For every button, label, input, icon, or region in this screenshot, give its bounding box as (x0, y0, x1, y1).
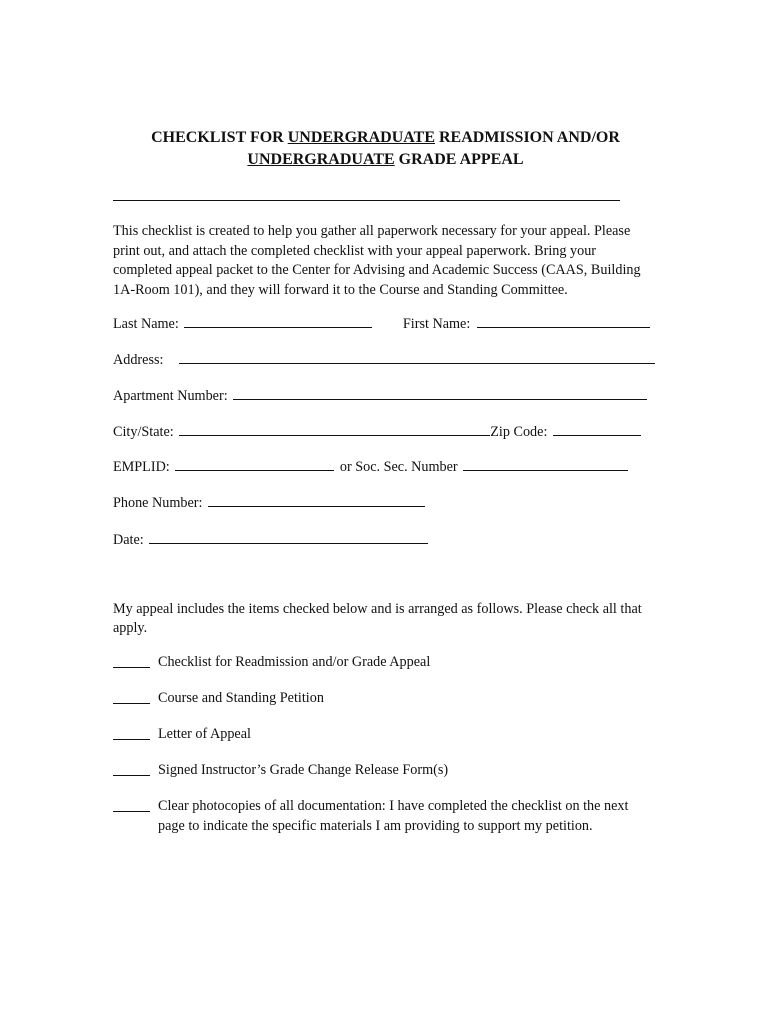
checklist-instructions: My appeal includes the items checked below and is arranged as follows. Please check all that apply. (113, 601, 642, 636)
last-name-field[interactable] (184, 313, 372, 328)
apartment-row (113, 385, 647, 405)
checklist-item (113, 724, 658, 744)
divider-line (113, 200, 620, 201)
checklist-item-label: Course and Standing Petition (158, 690, 324, 706)
checkbox-blank[interactable] (113, 692, 150, 704)
city-zip-row (113, 421, 641, 441)
address-field[interactable] (179, 349, 655, 364)
checkbox-blank[interactable] (113, 728, 150, 740)
checklist-item (113, 688, 658, 708)
emplid-label: EMPLID: (113, 459, 170, 475)
title-part: GRADE APPEAL (394, 151, 524, 168)
checklist-item-label: Checklist for Readmission and/or Grade Appeal (158, 654, 431, 670)
checklist-item (113, 796, 658, 836)
address-label: Address: (113, 352, 164, 368)
date-field[interactable] (149, 529, 428, 544)
date-label: Date: (113, 532, 144, 548)
city-state-label: City/State: (113, 424, 174, 440)
emplid-field[interactable] (175, 456, 334, 471)
apartment-number-label: Apartment Number: (113, 388, 228, 404)
checklist-item-label: Signed Instructor’s Grade Change Release Form(s) (158, 762, 449, 778)
intro-paragraph: This checklist is created to help you gather all paperwork necessary for your appeal. Please print out, and attach the completed checklist with your appeal paperwork. Bring your completed appeal packet to the Center for Advising and Academic Success (CAAS, Building 1A-Room 101), and they will forward it to the Course and Standing Committee. (113, 223, 641, 298)
apartment-number-field[interactable] (233, 385, 647, 400)
city-state-field[interactable] (179, 421, 490, 436)
last-name-label: Last Name: (113, 316, 179, 332)
first-name-field[interactable] (477, 313, 650, 328)
emplid-row (113, 456, 628, 476)
checklist-item (113, 652, 658, 672)
phone-number-label: Phone Number: (113, 495, 203, 511)
page-title (113, 127, 658, 171)
title-underlined-term: UNDERGRADUATE (247, 151, 395, 168)
checkbox-blank[interactable] (113, 764, 150, 776)
first-name-label: First Name: (402, 316, 471, 332)
title-part: CHECKLIST FOR (151, 129, 288, 146)
address-row (113, 349, 655, 369)
phone-number-field[interactable] (208, 492, 425, 507)
form-page (113, 0, 658, 1024)
ssn-field[interactable] (463, 456, 628, 471)
title-part: READMISSION AND/OR (434, 129, 620, 146)
date-row (113, 529, 428, 549)
ssn-label: or Soc. Sec. Number (339, 459, 458, 475)
name-row (113, 313, 650, 333)
phone-row (113, 492, 425, 512)
zip-code-field[interactable] (553, 421, 641, 436)
checkbox-blank[interactable] (113, 800, 150, 812)
title-underlined-term: UNDERGRADUATE (287, 129, 435, 146)
checklist-item-label: Letter of Appeal (158, 726, 251, 742)
checkbox-blank[interactable] (113, 656, 150, 668)
zip-code-label: Zip Code: (490, 424, 548, 440)
checklist-item (113, 760, 658, 780)
checklist-item-label: Clear photocopies of all documentation: I have completed the checklist on the next page to indicate the specific materials I am providing to support my petition. (158, 798, 629, 834)
